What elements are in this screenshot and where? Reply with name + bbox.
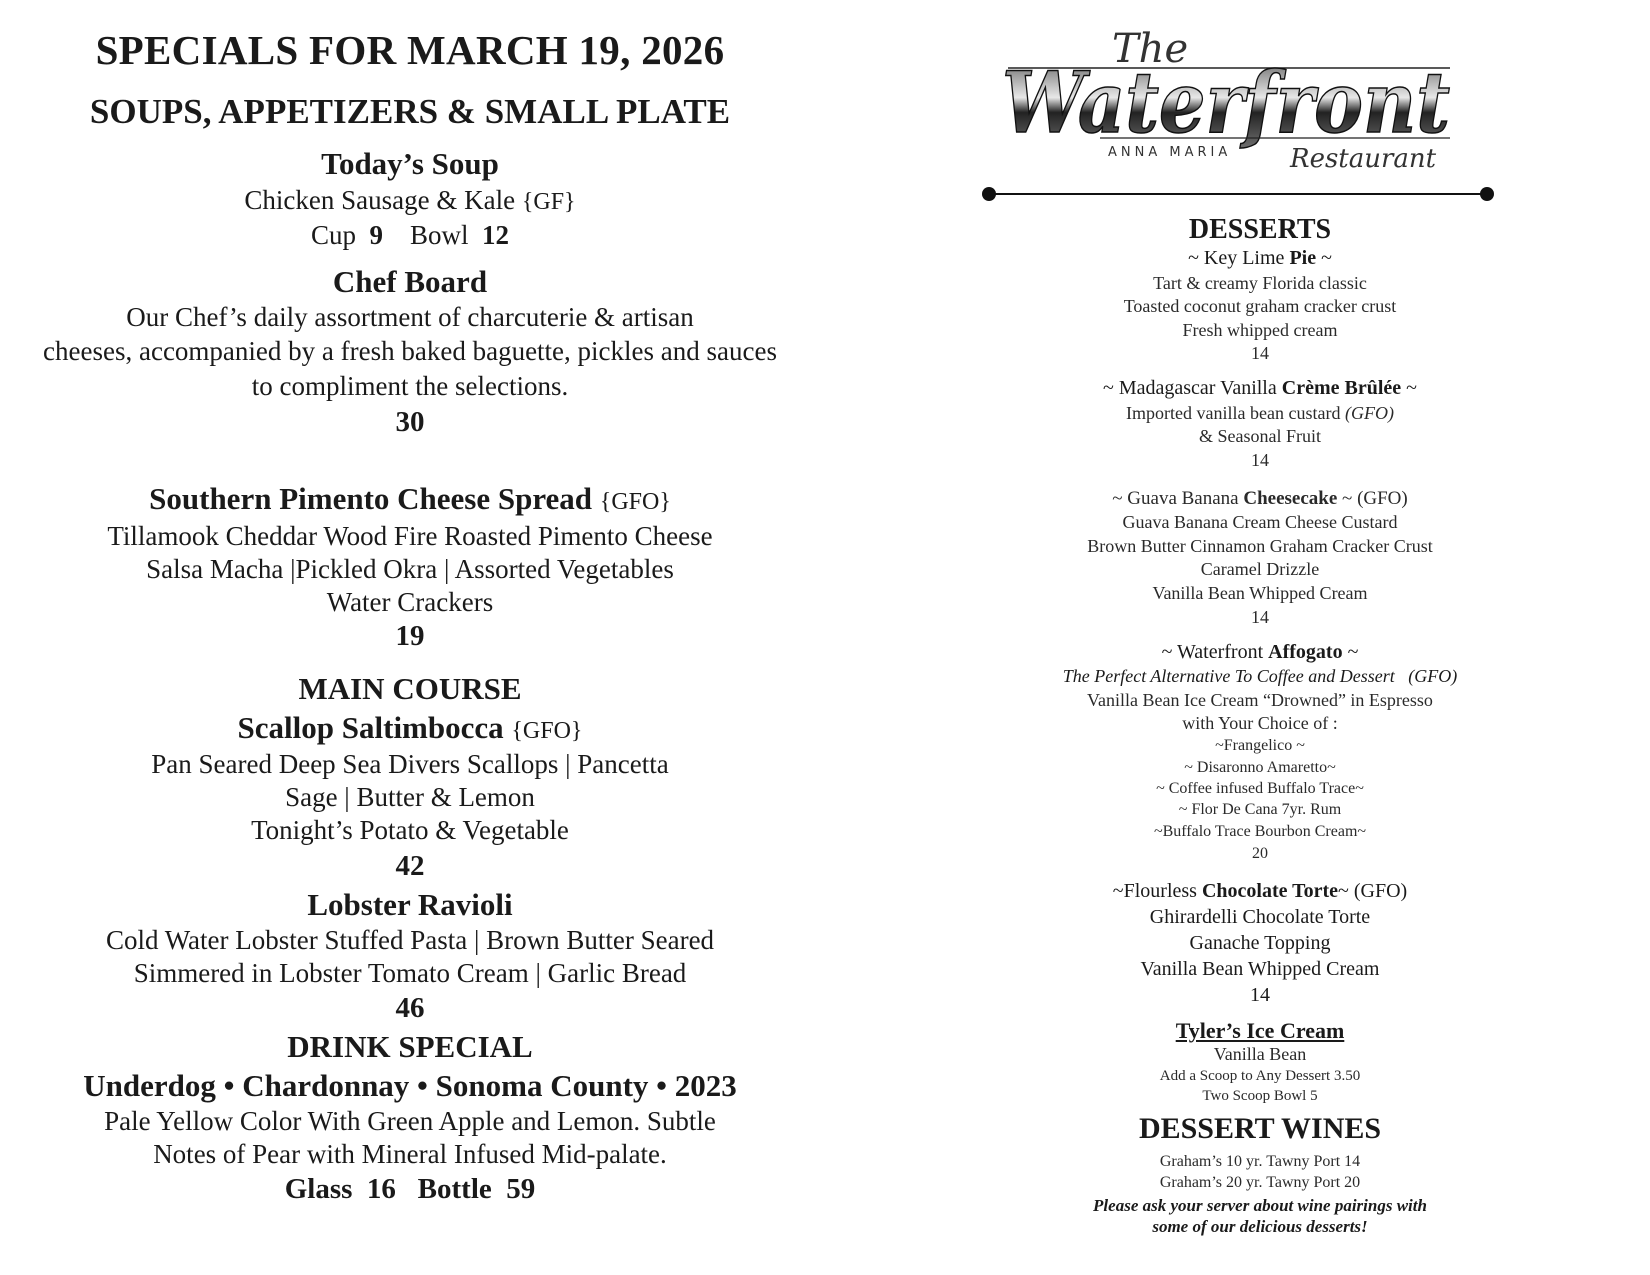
wine-line: Pale Yellow Color With Green Apple and Lemon. Subtle bbox=[104, 1106, 716, 1136]
logo-name: Waterfront bbox=[1002, 53, 1450, 152]
soup-desc-text: Chicken Sausage & Kale bbox=[244, 185, 516, 215]
scallop-line: Sage | Butter & Lemon bbox=[285, 782, 535, 812]
torte-tag: (GFO) bbox=[1353, 880, 1408, 902]
wine-line: Notes of Pear with Mineral Infused Mid-palate. bbox=[153, 1139, 667, 1169]
cheesecake-line: Brown Butter Cinnamon Graham Cracker Crust bbox=[1087, 536, 1433, 556]
bottle-label: Bottle bbox=[417, 1173, 492, 1205]
affogato-price: 20 bbox=[1252, 845, 1268, 862]
scallop-line: Tonight’s Potato & Vegetable bbox=[251, 815, 569, 845]
keylime-head-post: ~ bbox=[1316, 247, 1332, 269]
divider-dot-left bbox=[982, 187, 996, 201]
waterfront-logo bbox=[990, 10, 1460, 180]
icecream-two: Two Scoop Bowl 5 bbox=[1202, 1088, 1318, 1104]
desserts-title: DESSERTS bbox=[1188, 214, 1332, 245]
affogato-line: Vanilla Bean Ice Cream “Drowned” in Espresso bbox=[1087, 690, 1433, 710]
pimento-line: Salsa Macha |Pickled Okra | Assorted Vegetables bbox=[146, 554, 674, 584]
keylime-head-pre: ~ Key Lime bbox=[1188, 247, 1290, 269]
wine-prices bbox=[0, 1173, 820, 1206]
brulee-price: 14 bbox=[1251, 450, 1269, 470]
glass-label: Glass bbox=[284, 1173, 353, 1205]
logo-the: The bbox=[1112, 26, 1189, 72]
keylime-head-bold: Pie bbox=[1289, 247, 1317, 269]
torte-head bbox=[960, 880, 1560, 903]
affogato-subtitle-text: The Perfect Alternative To Coffee and Dessert bbox=[1062, 666, 1395, 686]
cup-price: 9 bbox=[369, 220, 383, 250]
cheesecake-price: 14 bbox=[1251, 607, 1269, 627]
torte-head-post: ~ bbox=[1338, 880, 1354, 902]
pimento-tag: {GFO} bbox=[599, 489, 671, 515]
affogato-choice: ~Frangelico ~ bbox=[1215, 737, 1305, 754]
brulee-head-bold: Crème Brûlée bbox=[1281, 377, 1402, 399]
cheesecake-head bbox=[960, 488, 1560, 510]
bowl-label: Bowl bbox=[410, 220, 469, 250]
board-price: 30 bbox=[395, 406, 425, 438]
pimento-price: 19 bbox=[395, 620, 425, 652]
dessert-wine: Graham’s 20 yr. Tawny Port 20 bbox=[1159, 1174, 1361, 1191]
affogato-subtitle bbox=[960, 666, 1560, 687]
torte-line: Ghirardelli Chocolate Torte bbox=[1149, 906, 1371, 928]
section-main: MAIN COURSE bbox=[298, 671, 522, 706]
scallop-tag: {GFO} bbox=[511, 718, 583, 744]
board-line: Our Chef’s daily assortment of charcuterie & artisan bbox=[126, 302, 694, 332]
logo-location: ANNA MARIA bbox=[1108, 145, 1232, 160]
cup-label: Cup bbox=[310, 220, 356, 250]
board-line: cheeses, accompanied by a fresh baked baguette, pickles and sauces bbox=[43, 336, 777, 366]
icecream-flavor: Vanilla Bean bbox=[1213, 1044, 1307, 1064]
brulee-tag: (GFO) bbox=[1344, 403, 1394, 423]
ravioli-name: Lobster Ravioli bbox=[307, 887, 513, 922]
ravioli-price: 46 bbox=[395, 992, 425, 1024]
torte-line: Ganache Topping bbox=[1189, 932, 1331, 954]
pairing-note: some of our delicious desserts! bbox=[1152, 1217, 1368, 1236]
ravioli-line: Cold Water Lobster Stuffed Pasta | Brown Butter Seared bbox=[105, 925, 715, 955]
pairing-note: Please ask your server about wine pairings with bbox=[1093, 1196, 1427, 1215]
scallop-line: Pan Seared Deep Sea Divers Scallops | Pancetta bbox=[151, 749, 669, 779]
torte-line: Vanilla Bean Whipped Cream bbox=[1140, 958, 1380, 980]
cheesecake-head-post: ~ bbox=[1337, 488, 1358, 509]
affogato-choice: ~ Coffee infused Buffalo Trace~ bbox=[1156, 780, 1364, 797]
cheesecake-line: Vanilla Bean Whipped Cream bbox=[1152, 583, 1368, 603]
bottle-price: 59 bbox=[506, 1173, 536, 1205]
scallop-price: 42 bbox=[395, 850, 425, 882]
dessert-wine: Graham’s 10 yr. Tawny Port 14 bbox=[1159, 1153, 1361, 1170]
cheesecake-line: Caramel Drizzle bbox=[1200, 559, 1320, 579]
keylime-head bbox=[960, 247, 1560, 270]
brulee-line1: Imported vanilla bean custard bbox=[1126, 403, 1345, 423]
ravioli-line: Simmered in Lobster Tomato Cream | Garlic Bread bbox=[133, 958, 687, 988]
cheesecake-tag: (GFO) bbox=[1357, 488, 1408, 509]
scallop-title: Scallop Saltimbocca bbox=[237, 710, 504, 745]
icecream-title: Tyler’s Ice Cream bbox=[1175, 1018, 1345, 1043]
cheesecake-head-pre: ~ Guava Banana bbox=[1112, 488, 1244, 509]
soup-name: Today’s Soup bbox=[321, 146, 499, 181]
torte-head-bold: Chocolate Torte bbox=[1201, 880, 1339, 902]
pimento-line: Tillamook Cheddar Wood Fire Roasted Pimento Cheese bbox=[107, 521, 713, 551]
section-drink: DRINK SPECIAL bbox=[287, 1029, 533, 1064]
board-line: to compliment the selections. bbox=[251, 371, 569, 401]
affogato-head-bold: Affogato bbox=[1268, 641, 1343, 663]
pimento-title: Southern Pimento Cheese Spread bbox=[149, 481, 593, 516]
keylime-price: 14 bbox=[1251, 343, 1269, 363]
affogato-choice: ~ Flor De Cana 7yr. Rum bbox=[1178, 801, 1342, 818]
soup-desc bbox=[0, 185, 820, 216]
scallop-name bbox=[0, 710, 820, 746]
logo-restaurant: Restaurant bbox=[1290, 144, 1437, 174]
divider-line bbox=[986, 193, 1486, 195]
page-title: SPECIALS FOR MARCH 19, 2026 bbox=[95, 27, 725, 73]
glass-price: 16 bbox=[366, 1173, 396, 1205]
affogato-line: with Your Choice of : bbox=[1182, 713, 1338, 733]
section-appetizers: SOUPS, APPETIZERS & SMALL PLATE bbox=[89, 92, 731, 131]
wine-name: Underdog • Chardonnay • Sonoma County • 2023 bbox=[83, 1068, 737, 1103]
soup-prices bbox=[0, 220, 820, 251]
dessert-wines-title: DESSERT WINES bbox=[1138, 1112, 1382, 1145]
keylime-line: Fresh whipped cream bbox=[1182, 320, 1338, 340]
soup-tag: {GF} bbox=[521, 189, 576, 215]
keylime-line: Tart & creamy Florida classic bbox=[1153, 273, 1367, 293]
affogato-head-pre: ~ Waterfront bbox=[1161, 641, 1269, 663]
keylime-line: Toasted coconut graham cracker crust bbox=[1123, 296, 1397, 316]
divider-dot-right bbox=[1480, 187, 1494, 201]
pimento-line: Water Crackers bbox=[326, 587, 494, 617]
brulee-head-pre: ~ Madagascar Vanilla bbox=[1103, 377, 1282, 399]
bowl-price: 12 bbox=[482, 220, 510, 250]
torte-price: 14 bbox=[1250, 984, 1270, 1006]
affogato-tag: (GFO) bbox=[1408, 666, 1458, 686]
cheesecake-head-bold: Cheesecake bbox=[1243, 488, 1338, 509]
icecream-add: Add a Scoop to Any Dessert 3.50 bbox=[1159, 1068, 1361, 1084]
board-name: Chef Board bbox=[332, 264, 488, 299]
brulee-head-post: ~ bbox=[1401, 377, 1417, 399]
brulee-head bbox=[960, 377, 1560, 400]
torte-head-pre: ~Flourless bbox=[1112, 880, 1202, 902]
pimento-name bbox=[0, 481, 820, 517]
affogato-choice: ~Buffalo Trace Bourbon Cream~ bbox=[1153, 823, 1367, 840]
brulee-line: & Seasonal Fruit bbox=[1199, 426, 1321, 446]
affogato-head bbox=[960, 641, 1560, 664]
affogato-head-post: ~ bbox=[1342, 641, 1359, 663]
cheesecake-line: Guava Banana Cream Cheese Custard bbox=[1122, 512, 1398, 532]
affogato-choice: ~ Disaronno Amaretto~ bbox=[1184, 759, 1336, 776]
brulee-line bbox=[960, 403, 1560, 424]
